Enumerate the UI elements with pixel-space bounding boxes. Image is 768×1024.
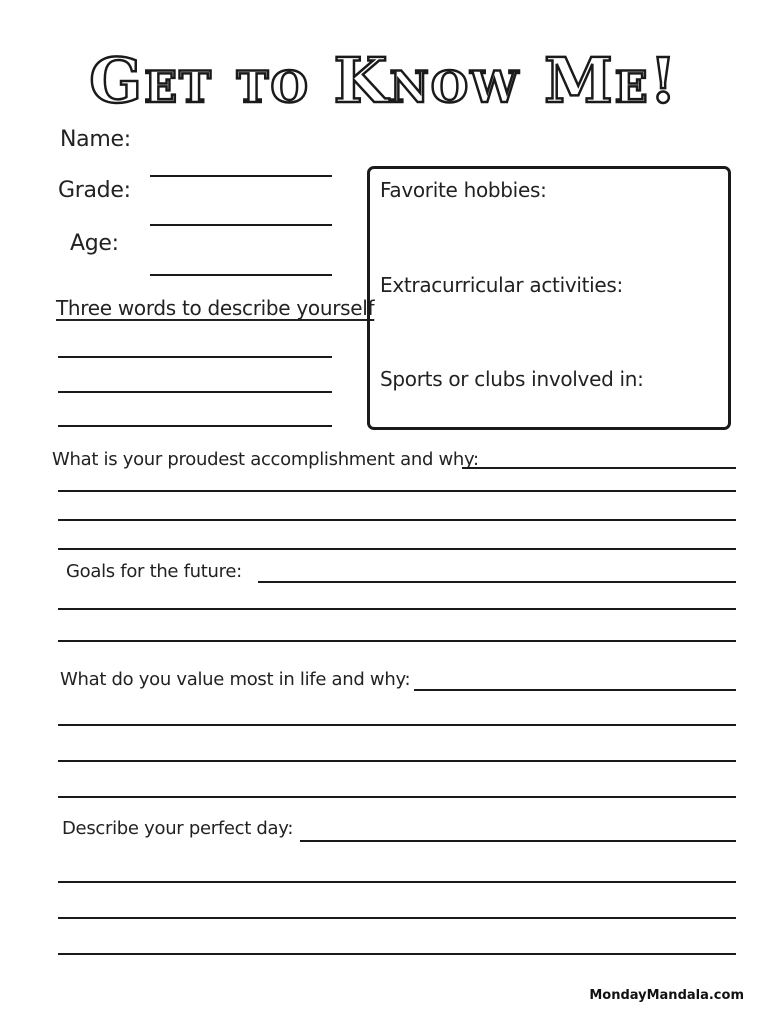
perfect-day-line-1[interactable] xyxy=(58,881,736,883)
three-words-line-2[interactable] xyxy=(58,391,332,393)
grade-label: Grade: xyxy=(58,178,131,203)
favorite-hobbies-label: Favorite hobbies: xyxy=(380,178,547,202)
age-answer-line[interactable] xyxy=(150,274,332,276)
goals-line-0[interactable] xyxy=(258,581,736,583)
perfect-day-line-0[interactable] xyxy=(300,840,736,842)
values-line-2[interactable] xyxy=(58,760,736,762)
values-line-1[interactable] xyxy=(58,724,736,726)
values-label: What do you value most in life and why: xyxy=(60,669,411,690)
values-line-3[interactable] xyxy=(58,796,736,798)
goals-line-1[interactable] xyxy=(58,608,736,610)
accomplishment-line-1[interactable] xyxy=(58,490,736,492)
goals-line-2[interactable] xyxy=(58,640,736,642)
name-answer-line[interactable] xyxy=(150,175,332,177)
accomplishment-line-0[interactable] xyxy=(462,467,736,469)
footer-brand: MondayMandala.com xyxy=(589,988,744,1003)
perfect-day-label: Describe your perfect day: xyxy=(62,818,294,839)
age-label: Age: xyxy=(70,231,119,256)
three-words-line-3[interactable] xyxy=(58,425,332,427)
worksheet-title: Get to Know Me! xyxy=(89,44,679,117)
three-words-label: Three words to describe yourself xyxy=(56,296,375,320)
goals-label: Goals for the future: xyxy=(66,561,242,582)
perfect-day-line-2[interactable] xyxy=(58,917,736,919)
accomplishment-line-3[interactable] xyxy=(58,548,736,550)
sports-clubs-label: Sports or clubs involved in: xyxy=(380,367,644,391)
three-words-line-1[interactable] xyxy=(58,356,332,358)
values-line-0[interactable] xyxy=(414,689,736,691)
accomplishment-label: What is your proudest accomplishment and why: xyxy=(52,449,479,470)
name-label: Name: xyxy=(60,127,131,152)
accomplishment-line-2[interactable] xyxy=(58,519,736,521)
perfect-day-line-3[interactable] xyxy=(58,953,736,955)
grade-answer-line[interactable] xyxy=(150,224,332,226)
extracurricular-label: Extracurricular activities: xyxy=(380,273,623,297)
